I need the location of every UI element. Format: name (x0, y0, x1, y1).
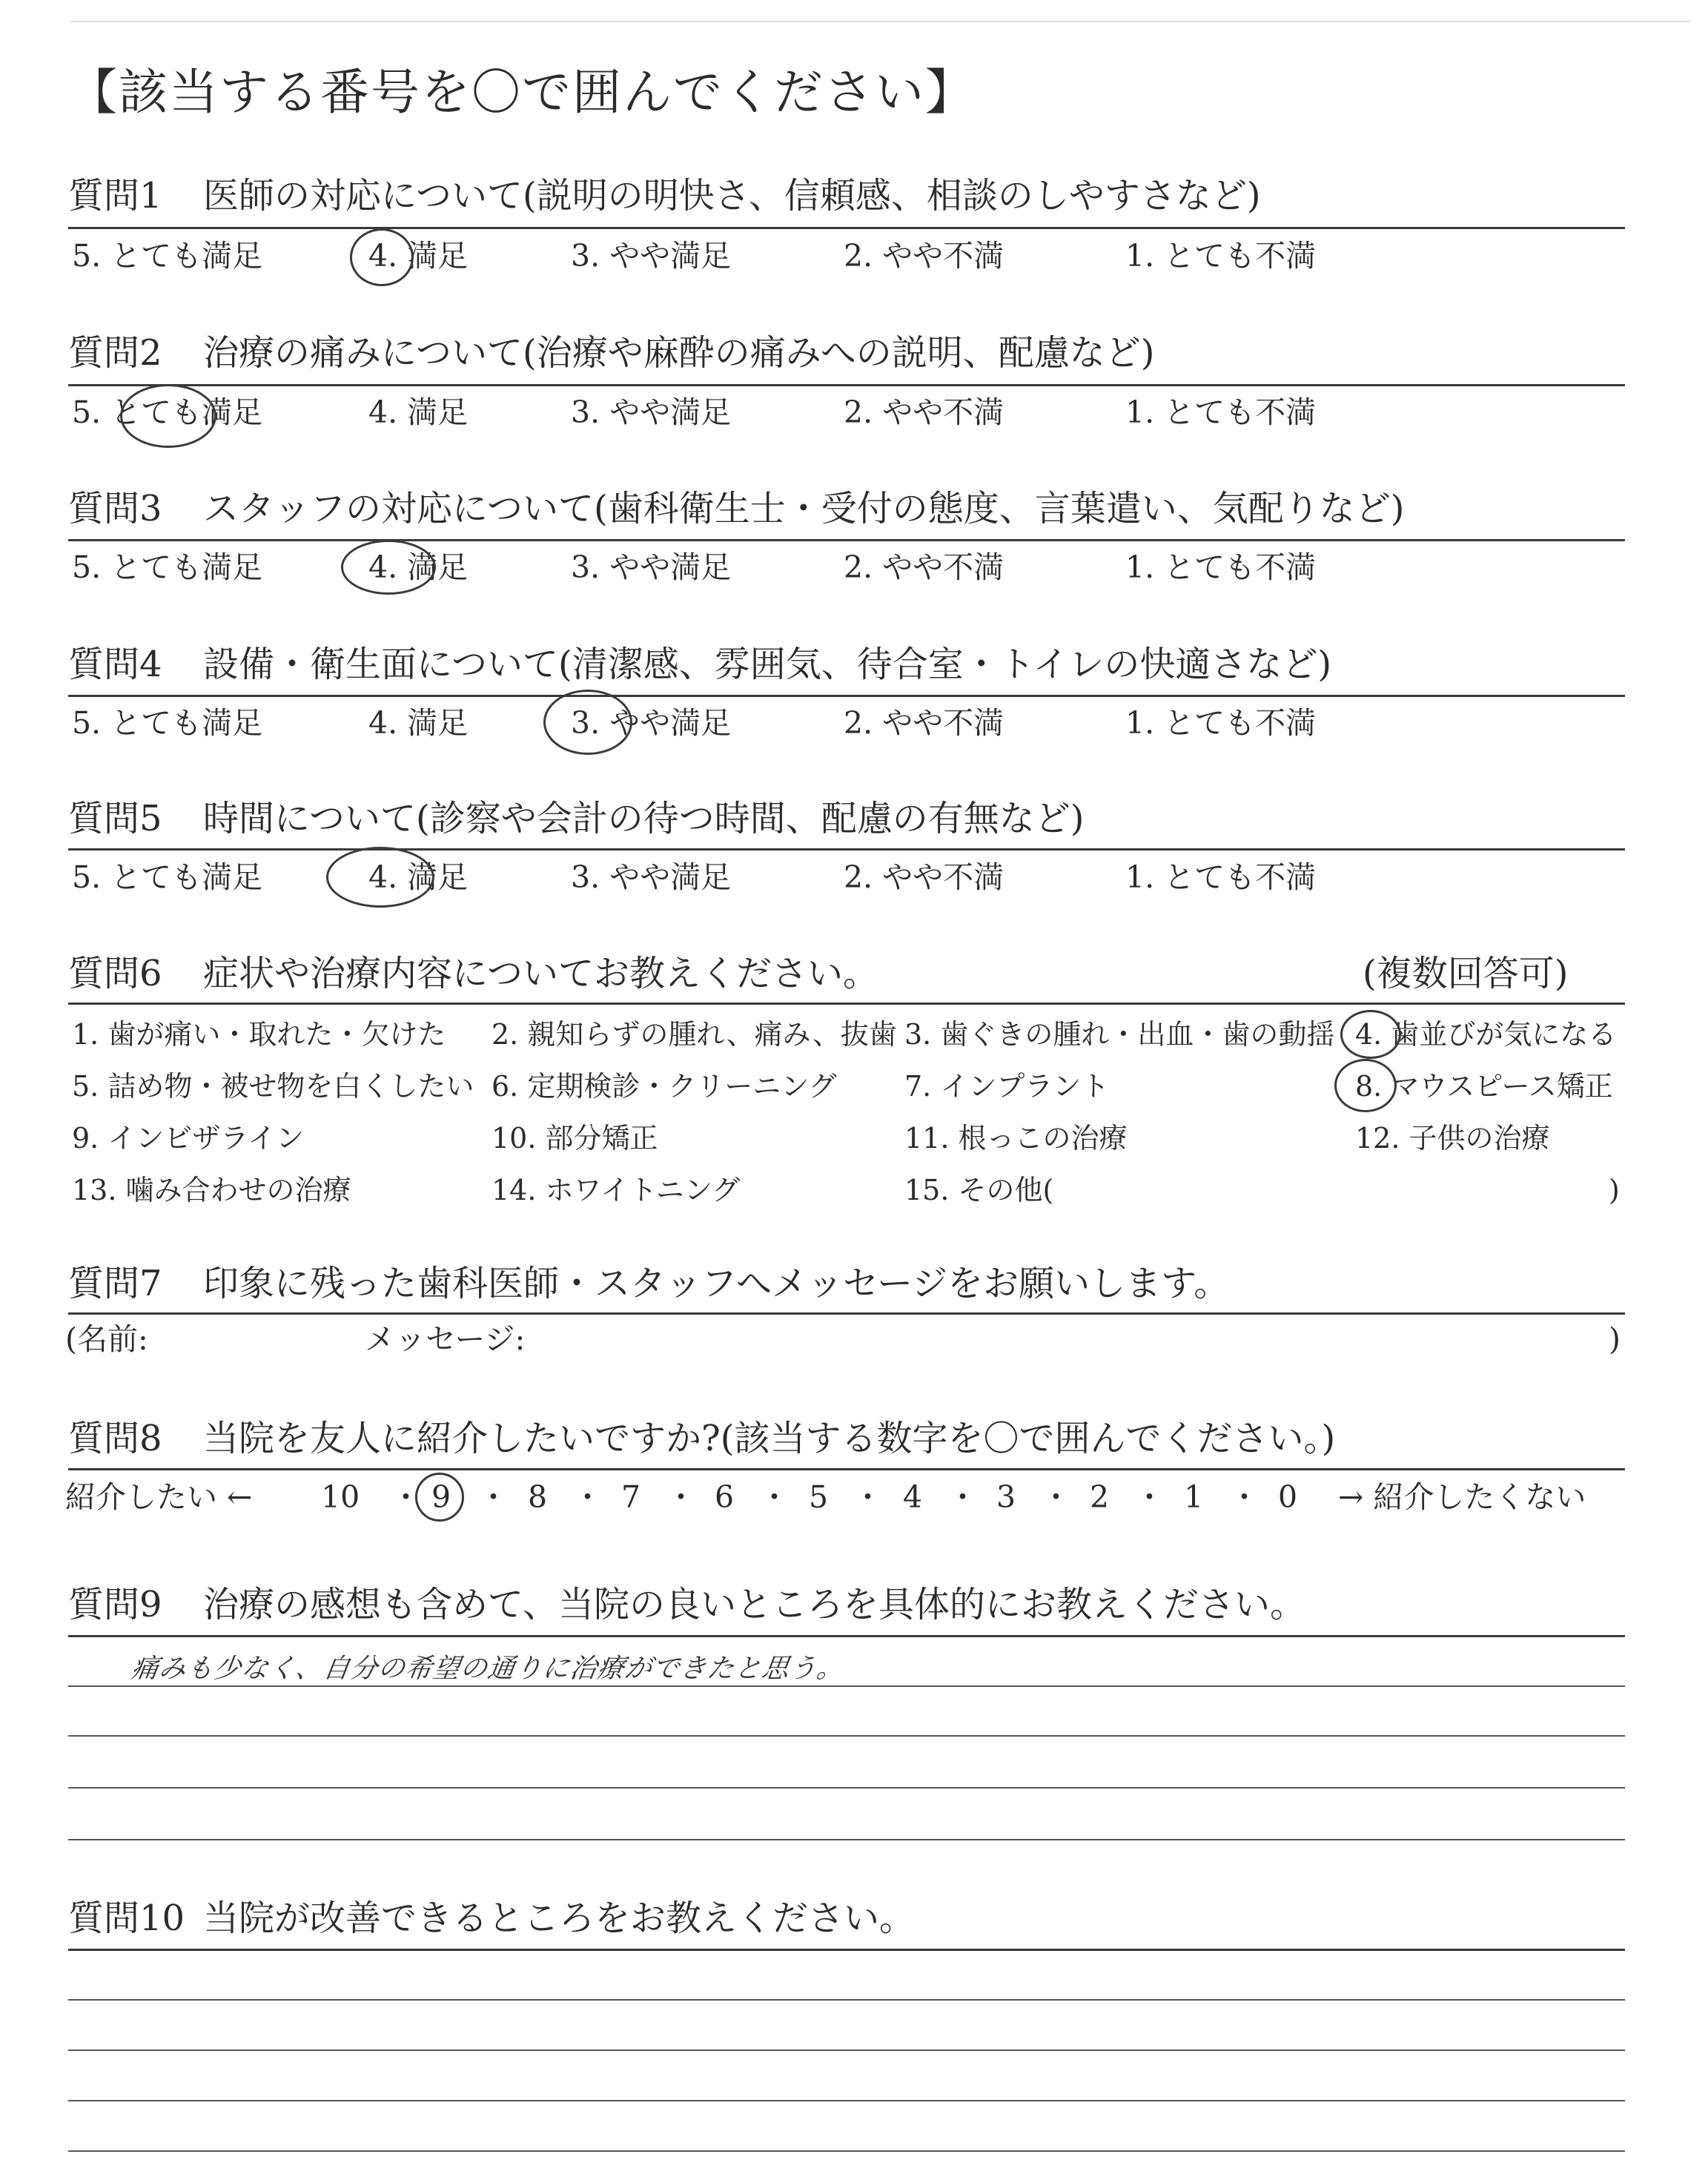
option-5[interactable]: 5. とても満足 (72, 394, 263, 430)
scale-dot: ・ (572, 1479, 603, 1515)
question-text: 時間について(診察や会計の待つ時間、配慮の有無など) (203, 798, 1085, 839)
option-2[interactable]: 2. やや不満 (844, 705, 1004, 741)
scale-dot: ・ (947, 1479, 978, 1515)
symptom-option-10[interactable]: 10. 部分矯正 (491, 1122, 658, 1155)
option-1[interactable]: 1. とても不満 (1125, 238, 1317, 274)
scale-dot: ・ (759, 1479, 790, 1515)
option-1[interactable]: 1. とても不満 (1125, 394, 1317, 430)
question-1 (68, 175, 1261, 217)
symptom-option-1[interactable]: 1. 歯が痛い・取れた・欠けた (72, 1018, 446, 1051)
other-close-paren: ) (1609, 1174, 1620, 1206)
scale-2[interactable]: 2 (1090, 1479, 1110, 1515)
divider (68, 384, 1625, 386)
divider (68, 539, 1625, 541)
question-7 (68, 1263, 1230, 1304)
question-number: 質問5 (68, 798, 162, 839)
answer-line (68, 1735, 1625, 1737)
option-4[interactable]: 4. 満足 (368, 549, 469, 585)
question-number: 質問9 (68, 1584, 162, 1625)
symptom-option-9[interactable]: 9. インビザライン (72, 1122, 305, 1155)
scale-dot: ・ (666, 1479, 696, 1515)
symptom-option-3[interactable]: 3. 歯ぐきの腫れ・出血・歯の動揺 (904, 1018, 1335, 1051)
divider (68, 1949, 1625, 1951)
message-close-paren: ) (1609, 1321, 1621, 1357)
question-number: 質問6 (68, 953, 162, 994)
selection-circle (543, 690, 632, 755)
option-3[interactable]: 3. やや満足 (571, 394, 732, 430)
question-10 (68, 1898, 916, 1939)
question-number: 質問2 (68, 332, 162, 374)
divider (68, 1003, 1625, 1005)
symptom-option-12[interactable]: 12. 子供の治療 (1355, 1122, 1550, 1155)
option-4[interactable]: 4. 満足 (368, 238, 469, 274)
divider (68, 695, 1625, 697)
option-2[interactable]: 2. やや不満 (844, 238, 1004, 274)
option-5[interactable]: 5. とても満足 (72, 238, 263, 274)
question-text: 治療の感想も含めて、当院の良いところを具体的にお教えください。 (203, 1584, 1306, 1625)
symptom-option-14[interactable]: 14. ホワイトニング (491, 1174, 741, 1206)
scale-3[interactable]: 3 (996, 1479, 1016, 1515)
answer-line (68, 2050, 1625, 2051)
divider (68, 1635, 1625, 1637)
form-title: 【該当する番号を〇で囲んでください】 (68, 64, 976, 121)
scale-dot: ・ (1229, 1479, 1260, 1515)
selection-circle (1334, 1059, 1397, 1112)
question-text: 治療の痛みについて(治療や麻酔の痛みへの説明、配慮など) (203, 332, 1155, 374)
question-text: 症状や治療内容についてお教えください。 (203, 953, 879, 994)
selection-circle (326, 847, 434, 908)
handwritten-answer: 痛みも少なく、自分の希望の通りに治療ができたと思う。 (129, 1654, 847, 1684)
scale-9[interactable]: 9 (431, 1479, 451, 1515)
recommend-right-label: → 紹介したくない (1338, 1479, 1586, 1515)
scale-dot: ・ (1134, 1479, 1165, 1515)
question-text: 当院を友人に紹介したいですか?(該当する数字を〇で囲んでください。) (203, 1418, 1336, 1459)
symptom-option-2[interactable]: 2. 親知らずの腫れ、痛み、抜歯 (491, 1018, 897, 1051)
question-6 (68, 953, 879, 994)
scale-dot: ・ (853, 1479, 883, 1515)
selection-circle (341, 540, 436, 595)
multiple-answers-note: (複数回答可) (1363, 953, 1569, 994)
question-number: 質問4 (68, 644, 162, 685)
answer-line (68, 1685, 1625, 1687)
divider (68, 1468, 1625, 1470)
answer-line (68, 1839, 1625, 1840)
question-text: 設備・衛生面について(清潔感、雰囲気、待合室・トイレの快適さなど) (203, 644, 1332, 685)
question-text: スタッフの対応について(歯科衛生士・受付の態度、言葉遣い、気配りなど) (203, 488, 1405, 529)
option-1[interactable]: 1. とても不満 (1125, 705, 1317, 741)
selection-circle (1340, 1010, 1401, 1059)
question-number: 質問8 (68, 1418, 162, 1459)
question-5 (68, 798, 1085, 839)
scale-1[interactable]: 1 (1184, 1479, 1204, 1515)
option-3[interactable]: 3. やや満足 (571, 238, 732, 274)
question-3 (68, 488, 1405, 529)
divider (68, 227, 1625, 229)
scale-dot: ・ (478, 1479, 509, 1515)
message-label: メッセージ: (365, 1321, 526, 1357)
answer-line (68, 2150, 1625, 2152)
question-text: 当院が改善できるところをお教えください。 (203, 1898, 916, 1939)
option-2[interactable]: 2. やや不満 (844, 549, 1004, 585)
option-5[interactable]: 5. とても満足 (72, 705, 263, 741)
question-9 (68, 1584, 1306, 1625)
scale-dot: ・ (1041, 1479, 1071, 1515)
selection-circle (120, 384, 216, 448)
answer-line (68, 2100, 1625, 2101)
option-4[interactable]: 4. 満足 (368, 859, 469, 895)
option-2[interactable]: 2. やや不満 (844, 394, 1004, 430)
symptom-option-4[interactable]: 4. 歯並びが気になる (1355, 1018, 1617, 1051)
option-4[interactable]: 4. 満足 (368, 394, 469, 430)
selection-circle (415, 1473, 464, 1522)
selection-circle (350, 228, 414, 286)
scale-4[interactable]: 4 (903, 1479, 923, 1515)
scale-7[interactable]: 7 (621, 1479, 641, 1515)
scale-8[interactable]: 8 (528, 1479, 548, 1515)
option-4[interactable]: 4. 満足 (368, 705, 469, 741)
divider (68, 1312, 1625, 1315)
divider (68, 848, 1625, 851)
scale-5[interactable]: 5 (809, 1479, 829, 1515)
question-2 (68, 332, 1155, 374)
question-4 (68, 644, 1332, 685)
option-5[interactable]: 5. とても満足 (72, 549, 263, 585)
question-text: 医師の対応について(説明の明快さ、信頼感、相談のしやすさなど) (203, 175, 1261, 217)
option-2[interactable]: 2. やや不満 (844, 859, 1004, 895)
answer-line (68, 1999, 1625, 2001)
recommend-left-label: 紹介したい ← (65, 1479, 253, 1515)
option-1[interactable]: 1. とても不満 (1125, 859, 1317, 895)
question-8 (68, 1418, 1336, 1459)
symptom-option-6[interactable]: 6. 定期検診・クリーニング (491, 1070, 837, 1103)
option-5[interactable]: 5. とても満足 (72, 859, 263, 895)
top-divider (70, 21, 1690, 22)
question-number: 質問1 (68, 175, 162, 217)
symptom-option-15[interactable]: 15. その他( (904, 1174, 1054, 1206)
scale-0[interactable]: 0 (1278, 1479, 1298, 1515)
symptom-option-8[interactable]: 8. マウスピース矯正 (1355, 1070, 1613, 1103)
name-label: (名前: (65, 1321, 148, 1357)
option-3[interactable]: 3. やや満足 (571, 705, 732, 741)
answer-line (68, 1787, 1625, 1789)
symptom-option-7[interactable]: 7. インプラント (904, 1070, 1110, 1103)
question-number: 質問10 (68, 1898, 185, 1939)
question-number: 質問7 (68, 1263, 162, 1304)
symptom-option-11[interactable]: 11. 根っこの治療 (904, 1122, 1128, 1155)
symptom-option-13[interactable]: 13. 噛み合わせの治療 (72, 1174, 351, 1206)
question-text: 印象に残った歯科医師・スタッフへメッセージをお願いします。 (203, 1263, 1230, 1304)
option-3[interactable]: 3. やや満足 (571, 549, 732, 585)
option-1[interactable]: 1. とても不満 (1125, 549, 1317, 585)
scale-dot: ・ (391, 1479, 421, 1515)
scale-6[interactable]: 6 (715, 1479, 735, 1515)
question-number: 質問3 (68, 488, 162, 529)
scale-10[interactable]: 10 (321, 1479, 360, 1515)
option-3[interactable]: 3. やや満足 (571, 859, 732, 895)
symptom-option-5[interactable]: 5. 詰め物・被せ物を白くしたい (72, 1070, 474, 1103)
